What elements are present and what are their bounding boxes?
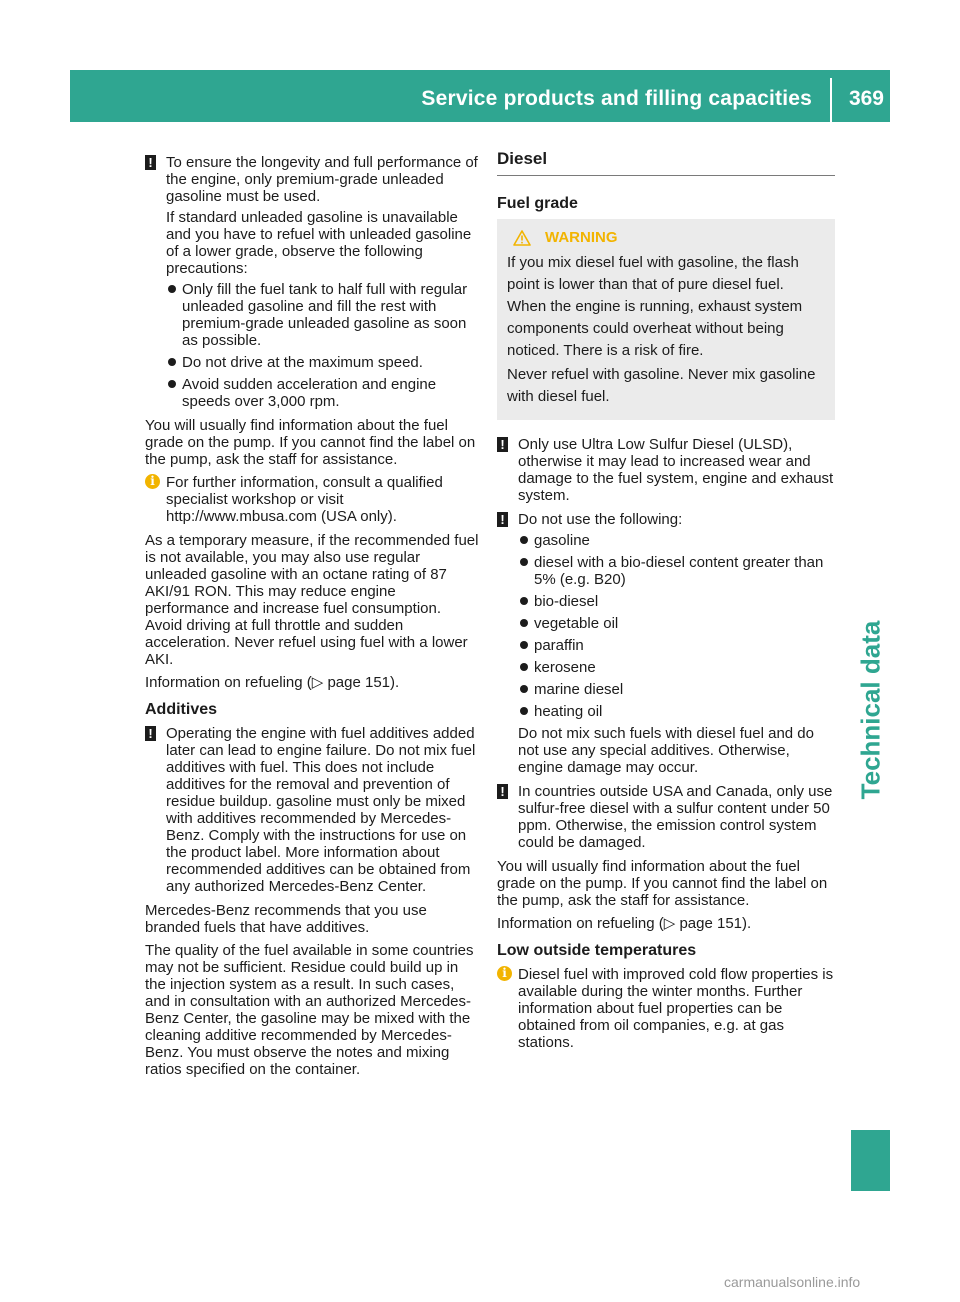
list-item: Do not drive at the maximum speed. (166, 354, 481, 371)
right-column (497, 150, 835, 1058)
exclamation-icon: ! (497, 437, 508, 452)
page-number: 369 (848, 87, 884, 110)
list-item: Only fill the fuel tank to half full with regular unleaded gasoline and fill the rest with premium-grade unleaded gasoline as soon as possible. (166, 281, 481, 349)
chapter-tab (851, 600, 890, 820)
bullet-icon (520, 663, 528, 671)
info-note (145, 474, 481, 525)
bullet-icon (520, 685, 528, 693)
low-temperature-heading: Low outside temperatures (497, 942, 697, 959)
list-item: Avoid sudden acceleration and engine speeds over 3,000 rpm. (166, 376, 481, 410)
bullet-icon (520, 597, 528, 605)
note-text: If standard unleaded gasoline is unavailable and you have to refuel with unleaded gasoline of a lower grade, observe the following precautions: (166, 209, 472, 277)
body-paragraph: The quality of the fuel available in some countries may not be sufficient. Residue could build up in the injection system as a result. In such cases, and in consultation with an authorized Mercedes-Benz Center, the gasoline may be mixed with the cleaning additive recommended by Mercedes-Benz. You must observe the notes and mixing ratios specified on the container. (145, 942, 474, 1078)
watermark: carmanualsonline.info (724, 1274, 861, 1290)
chapter-marker (851, 1130, 890, 1191)
list-item: paraffin (518, 637, 835, 654)
note-text: Do not mix such fuels with diesel fuel and do not use any special additives. Otherwise, engine damage may occur. (518, 725, 814, 776)
page-reference: Information on refueling (▷ page 151). (145, 674, 400, 691)
info-icon: i (497, 966, 512, 981)
note-ulsd (497, 436, 835, 504)
warning-text: If you mix diesel fuel with gasoline, the flash point is lower than that of pure diesel fuel. When the engine is running, exhaust system components could overheat without being noticed. There is a risk of fire. (507, 254, 803, 359)
list-item: diesel with a bio-diesel content greater than 5% (e.g. B20) (518, 554, 835, 588)
exclamation-icon: ! (145, 155, 156, 170)
warning-box (497, 219, 835, 420)
info-text: For further information, consult a qualified specialist workshop or visit http://www.mbusa.com (USA only). (166, 474, 443, 525)
note-text: Only use Ultra Low Sulfur Diesel (ULSD), otherwise it may lead to increased wear and damage to the fuel system, engine and exhaust system. (518, 436, 834, 504)
note-prohibited-fuels (497, 511, 835, 776)
list-item: heating oil (518, 703, 835, 720)
header-divider (830, 78, 832, 122)
fuel-grade-heading: Fuel grade (497, 195, 578, 212)
exclamation-icon: ! (497, 784, 508, 799)
note-text: To ensure the longevity and full performance of the engine, only premium-grade unleaded gasoline must be used. (166, 154, 478, 205)
exclamation-icon: ! (145, 726, 156, 741)
warning-label: WARNING (545, 229, 618, 246)
bullet-icon (520, 558, 528, 566)
chapter-tab-label: Technical data (855, 620, 885, 800)
body-paragraph: You will usually find information about the fuel grade on the pump. If you cannot find the label on the pump, ask the staff for assistance. (145, 417, 476, 468)
info-text: Diesel fuel with improved cold flow properties is available during the winter months. Further information about fuel properties can be obtained from oil companies, e.g. at gas stations. (518, 966, 834, 1051)
note-premium-gasoline (145, 154, 481, 410)
bullet-icon (520, 641, 528, 649)
warning-text: Never refuel with gasoline. Never mix gasoline with diesel fuel. (507, 366, 816, 405)
body-paragraph: You will usually find information about the fuel grade on the pump. If you cannot find the label on the pump, ask the staff for assistance. (497, 858, 828, 909)
diesel-heading: Diesel (497, 150, 835, 176)
left-column (145, 154, 481, 1084)
note-additives (145, 725, 481, 895)
bullet-icon (520, 536, 528, 544)
bullet-icon (168, 358, 176, 366)
list-item: gasoline (518, 532, 835, 549)
bullet-icon (520, 619, 528, 627)
list-item: marine diesel (518, 681, 835, 698)
note-sulfur-free (497, 783, 835, 851)
warning-header (507, 227, 825, 249)
note-text: Operating the engine with fuel additives added later can lead to engine failure. Do not mix fuel additives with fuel. This does not include additives for the removal and prevention of residue buildup. gasoline must only be mixed with additives recommended by Mercedes-Benz. Comply with the instructions for use on the product label. More information about recommended additives can be obtained from any authorized Mercedes-Benz Center. (166, 725, 476, 895)
warning-triangle-icon (513, 230, 531, 246)
body-paragraph: As a temporary measure, if the recommended fuel is not available, you may also use regular unleaded gasoline with an octane rating of 87 AKI/91 RON. This may reduce engine performance and increase fuel consumption. Avoid driving at full throttle and sudden acceleration. Never refuel using fuel with a lower AKI. (145, 532, 479, 668)
page-header (70, 70, 890, 122)
bullet-icon (168, 285, 176, 293)
additives-heading: Additives (145, 701, 218, 718)
list-item: vegetable oil (518, 615, 835, 632)
list-item: kerosene (518, 659, 835, 676)
body-paragraph: Mercedes-Benz recommends that you use branded fuels that have additives. (145, 902, 427, 936)
page-reference: Information on refueling (▷ page 151). (497, 915, 752, 932)
exclamation-icon: ! (497, 512, 508, 527)
list-item: bio-diesel (518, 593, 835, 610)
note-text: In countries outside USA and Canada, only use sulfur-free diesel with a sulfur content under 50 ppm. Otherwise, the emission control system could be damaged. (518, 783, 833, 851)
bullet-icon (168, 380, 176, 388)
info-note (497, 966, 835, 1051)
bullet-list (166, 281, 481, 410)
info-icon: i (145, 474, 160, 489)
bullet-list (518, 532, 835, 720)
bullet-icon (520, 707, 528, 715)
note-text: Do not use the following: (518, 511, 683, 528)
section-title: Service products and filling capacities (421, 87, 812, 110)
